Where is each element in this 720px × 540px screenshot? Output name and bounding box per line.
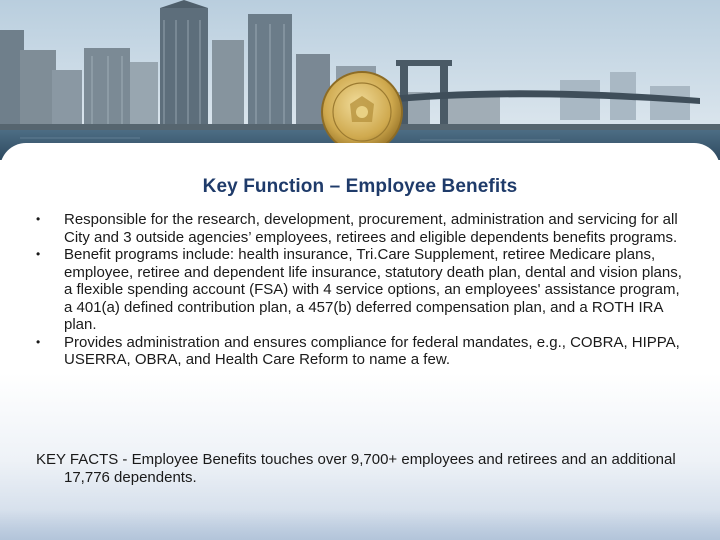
city-skyline-banner bbox=[0, 0, 720, 160]
key-facts-paragraph bbox=[36, 451, 714, 486]
bullet-marker: • bbox=[36, 334, 41, 349]
bullet-list bbox=[36, 211, 686, 369]
bullet-text: Responsible for the research, development, procurement, administration and servicing for all City and 3 outside agencies’ employees, retirees and eligible dependents benefits programs. bbox=[64, 211, 678, 246]
bullet-marker: • bbox=[36, 212, 41, 226]
bullet-text: Provides administration and ensures compliance for federal mandates, e.g., COBRA, HIPPA, USERRA, OBRA, and Health Care Reform to name a few. bbox=[64, 333, 680, 368]
bullet-text: Benefit programs include: health insurance, Tri.Care Supplement, retiree Medicare plans, employee, retiree and dependent life insurance, statutory death plan, dental and vision plans, a flexible spending account (FSA) with 4 service options, an employees' assistance program, a 401(a) defined contribution plan, a 457(b) deferred compensation plan, and a ROTH IRA plan. bbox=[64, 246, 682, 333]
slide-title: Key Function – Employee Benefits bbox=[202, 176, 518, 197]
key-facts-label: KEY FACTS bbox=[36, 451, 119, 468]
bullet-item bbox=[36, 211, 686, 246]
key-facts-text: - Employee Benefits touches over 9,700+ employees and retirees and an additional 17,776 dependents. bbox=[64, 451, 676, 486]
city-skyline-image bbox=[0, 0, 720, 160]
bullet-item bbox=[36, 334, 686, 369]
bullet-item bbox=[36, 246, 686, 334]
bottom-gradient-bar bbox=[0, 510, 720, 540]
bullet-marker: • bbox=[36, 247, 41, 261]
city-seal-icon bbox=[322, 72, 402, 152]
